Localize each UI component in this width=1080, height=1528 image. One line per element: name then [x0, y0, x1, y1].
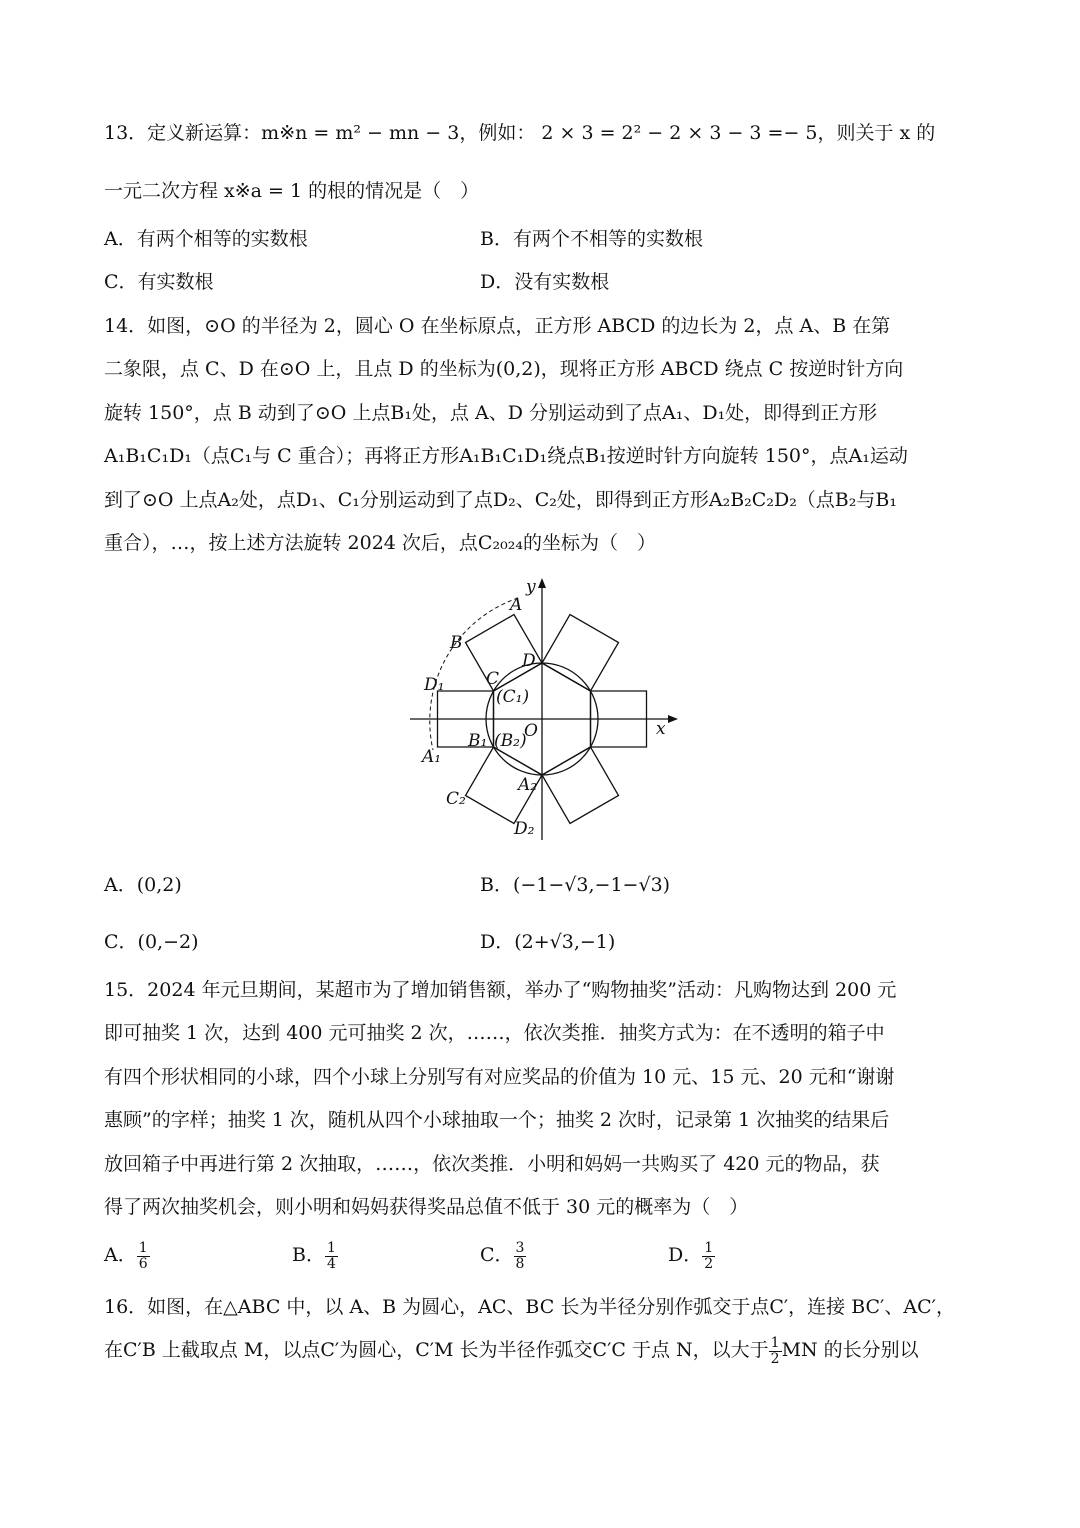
q15-option-a-den: 6 — [138, 1255, 148, 1272]
q14-figure — [400, 572, 690, 842]
q15-option-d-num: 1 — [704, 1239, 714, 1256]
q13-line-2: 一元二次方程 x※a = 1 的根的情况是（ ） — [104, 180, 480, 202]
q15-line-6: 得了两次抽奖机会，则小明和妈妈获得奖品总值不低于 30 元的概率为（ ） — [104, 1196, 749, 1218]
q13-option-d[interactable]: D．没有实数根 — [480, 271, 610, 293]
label-b2: (B₂) — [494, 731, 527, 751]
q15-option-a-fraction — [137, 1241, 150, 1272]
label-y: y — [526, 577, 536, 597]
q15-option-d-prefix: D． — [668, 1244, 703, 1266]
x-axis-arrow — [668, 715, 678, 723]
label-b: B — [450, 633, 463, 653]
q13-line-1: 13．定义新运算：m※n = m² − mn − 3，例如： 2 × 3 = 2² − 2 × 3 − 3 =− 5，则关于 x 的 — [104, 122, 936, 144]
q14-line-5: 到了⊙O 上点A₂处，点D₁、C₁分别运动到了点D₂、C₂处，即得到正方形A₂B₂C₂D₂（点B₂与B₁ — [104, 489, 897, 511]
q13-option-a[interactable]: A．有两个相等的实数根 — [104, 228, 308, 250]
label-c: C — [486, 669, 500, 689]
square-bottom-right — [542, 747, 619, 824]
q15-option-c-num: 3 — [515, 1239, 525, 1256]
q15-option-b[interactable] — [292, 1240, 338, 1272]
q16-line-2a: 在C′B 上截取点 M，以点C′为圆心，C′M 长为半径作弧交C′C 于点 N，以大于 — [104, 1339, 769, 1361]
q15-option-c-prefix: C． — [480, 1244, 514, 1266]
q14-line-4: A₁B₁C₁D₁（点C₁与 C 重合）；再将正方形A₁B₁C₁D₁绕点B₁按逆时针方向旋转 150°，点A₁运动 — [104, 445, 908, 467]
q15-line-5: 放回箱子中再进行第 2 次抽取，……，依次类推．小明和妈妈一共购买了 420 元的物品，获 — [104, 1153, 880, 1175]
q16-fraction-den: 2 — [770, 1350, 780, 1367]
q15-line-3: 有四个形状相同的小球，四个小球上分别写有对应奖品的价值为 10 元、15 元、20 元和“谢谢 — [104, 1066, 895, 1088]
label-a: A — [510, 595, 523, 615]
square-top-right — [542, 615, 619, 692]
label-d1: D₁ — [424, 675, 445, 695]
q15-option-d-fraction — [702, 1241, 715, 1272]
q16-fraction-num: 1 — [770, 1334, 780, 1351]
label-c2: C₂ — [446, 789, 466, 809]
label-a2: A₂ — [518, 775, 538, 795]
q15-option-a[interactable] — [104, 1240, 150, 1272]
q13-option-c[interactable]: C．有实数根 — [104, 271, 214, 293]
q14-line-3: 旋转 150°，点 B 动到了⊙O 上点B₁处，点 A、D 分别运动到了点A₁、D₁处，即得到正方形 — [104, 402, 878, 424]
label-c1: (C₁) — [496, 687, 530, 707]
q15-option-c[interactable] — [480, 1240, 526, 1272]
label-b1: B₁ — [468, 731, 488, 751]
q15-line-1: 15．2024 年元旦期间，某超市为了增加销售额，举办了“购物抽奖”活动：凡购物达到 200 元 — [104, 979, 897, 1001]
q15-option-c-den: 8 — [515, 1255, 525, 1272]
label-o: O — [524, 721, 538, 741]
y-axis-arrow — [538, 578, 546, 588]
q15-line-2: 即可抽奖 1 次，达到 400 元可抽奖 2 次，……，依次类推．抽奖方式为：在不透明的箱子中 — [104, 1022, 885, 1044]
q14-option-d[interactable]: D．(2+√3,−1) — [480, 931, 616, 953]
q15-option-d[interactable] — [668, 1240, 715, 1272]
q14-line-6: 重合），…，按上述方法旋转 2024 次后，点C₂₀₂₄的坐标为（ ） — [104, 532, 656, 554]
q15-option-d-den: 2 — [704, 1255, 714, 1272]
dashed-arc — [430, 598, 518, 750]
q16-fraction-half — [769, 1336, 782, 1367]
q14-line-2: 二象限，点 C、D 在⊙O 上，且点 D 的坐标为(0,2)，现将正方形 ABCD 绕点 C 按逆时针方向 — [104, 358, 904, 380]
q15-option-b-fraction — [325, 1241, 338, 1272]
label-a1: A₁ — [422, 747, 442, 767]
q16-line-1: 16．如图，在△ABC 中，以 A、B 为圆心，AC、BC 长为半径分别作弧交于点C′，连接 BC′、AC′， — [104, 1296, 955, 1318]
label-d2: D₂ — [514, 819, 535, 839]
q14-option-a[interactable]: A．(0,2) — [104, 874, 182, 896]
label-d: D — [522, 651, 536, 671]
q15-option-b-den: 4 — [326, 1255, 336, 1272]
q14-option-b[interactable]: B．(−1−√3,−1−√3) — [480, 874, 671, 896]
q15-option-b-prefix: B． — [292, 1244, 325, 1266]
q13-option-b[interactable]: B．有两个不相等的实数根 — [480, 228, 703, 250]
q15-option-b-num: 1 — [326, 1239, 336, 1256]
q14-option-c[interactable]: C．(0,−2) — [104, 931, 199, 953]
q15-option-a-num: 1 — [138, 1239, 148, 1256]
q15-line-4: 惠顾”的字样；抽奖 1 次，随机从四个小球抽取一个；抽奖 2 次时，记录第 1 次抽奖的结果后 — [104, 1109, 890, 1131]
q15-option-c-fraction — [514, 1241, 527, 1272]
q14-line-1: 14．如图，⊙O 的半径为 2，圆心 O 在坐标原点，正方形 ABCD 的边长为 2，点 A、B 在第 — [104, 315, 891, 337]
q15-option-a-prefix: A． — [104, 1244, 137, 1266]
q16-line-2b: MN 的长分别以 — [781, 1339, 919, 1361]
label-x: x — [656, 719, 666, 739]
q16-line-2 — [104, 1335, 919, 1367]
